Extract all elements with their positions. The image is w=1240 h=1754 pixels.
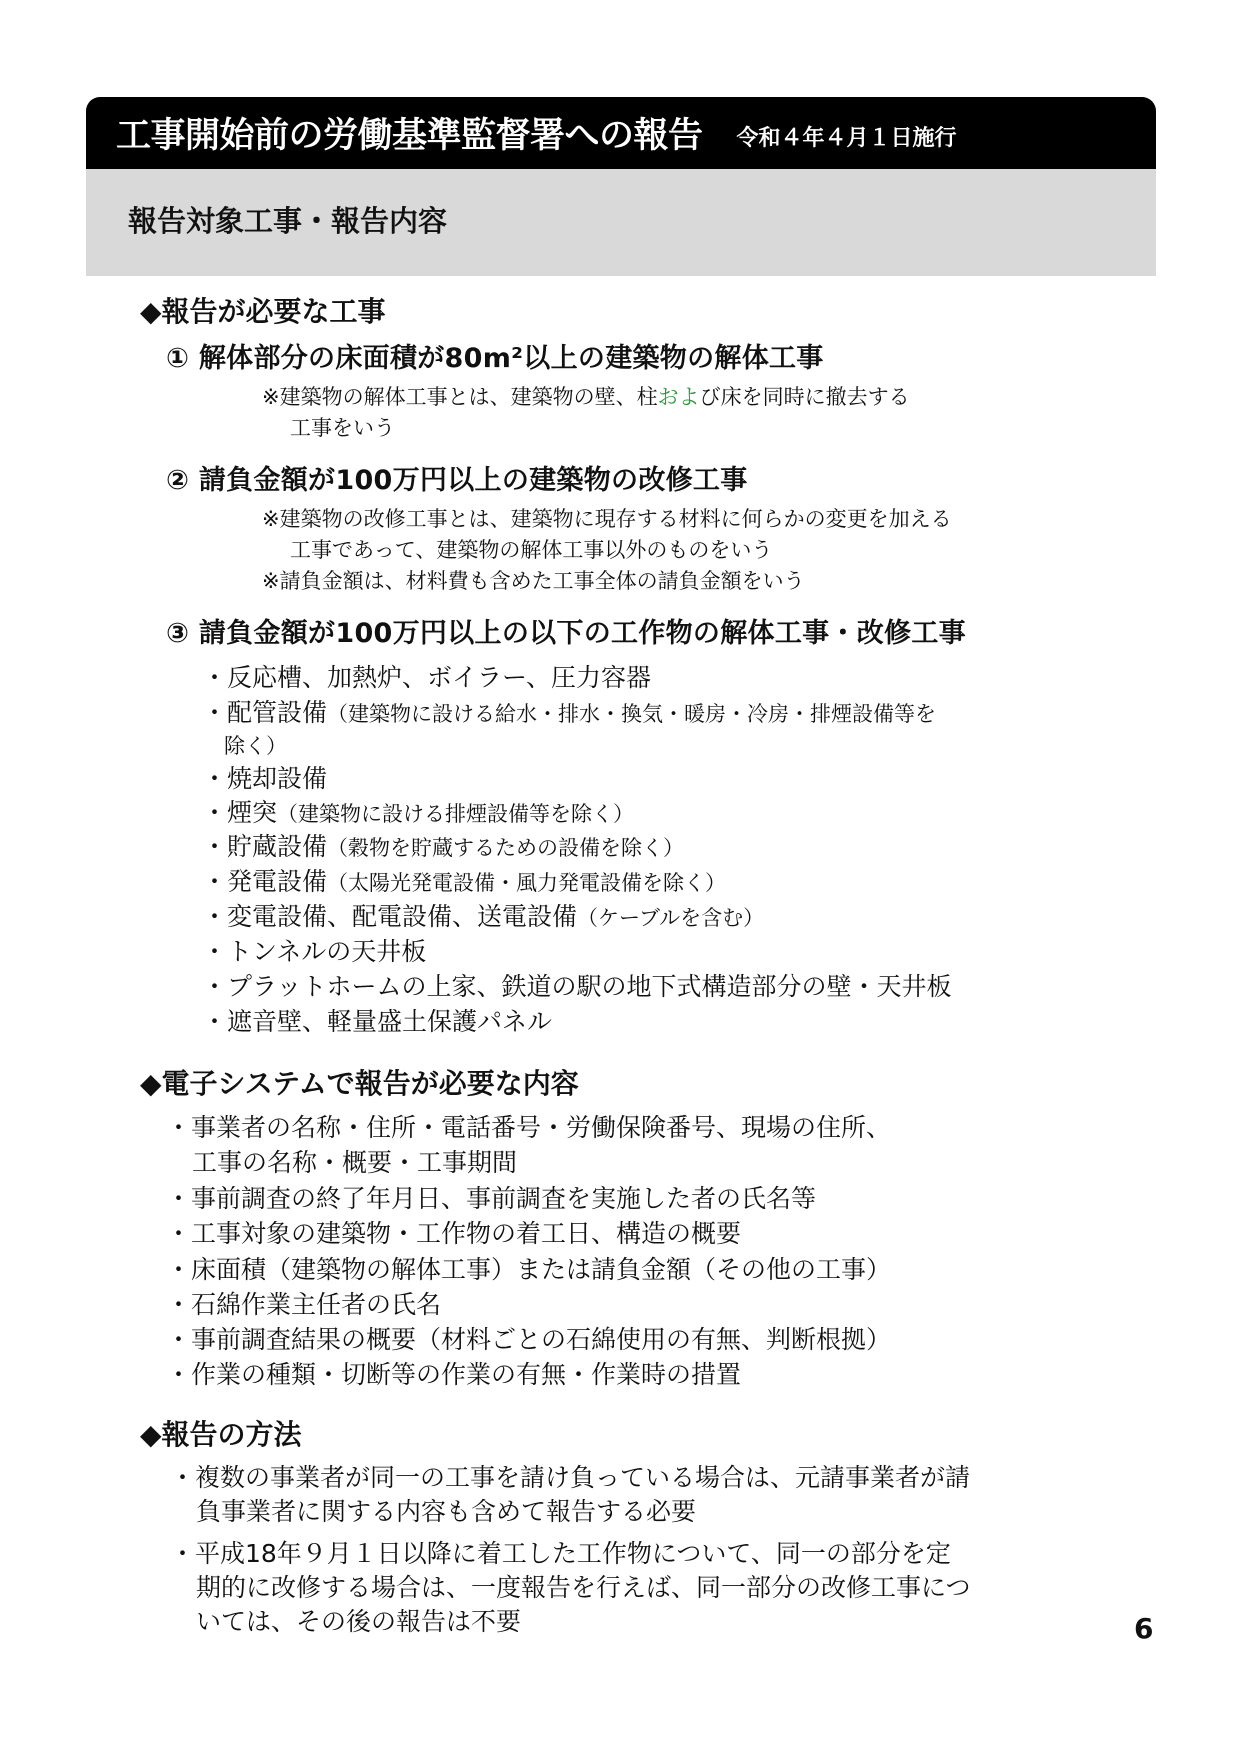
list-item-continuation: 工事の名称・概要・工事期間	[192, 1148, 518, 1177]
item-2-title: ② 請負金額が100万円以上の建築物の改修工事	[166, 465, 748, 496]
item-2-note-line-2: 工事であって、建築物の解体工事以外のものをいう	[290, 538, 773, 562]
item-3-title: ③ 請負金額が100万円以上の以下の工作物の解体工事・改修工事	[166, 618, 966, 649]
list-item-continuation: 負事業者に関する内容も含めて報告する必要	[196, 1497, 697, 1526]
list-item: ・作業の種類・切断等の作業の有無・作業時の措置	[166, 1360, 742, 1389]
list-item: ・平成18年９月１日以降に着工した工作物について、同一の部分を定	[170, 1539, 951, 1568]
subtitle: 報告対象工事・報告内容	[128, 204, 448, 238]
effective-date: 令和４年４月１日施行	[736, 125, 957, 151]
list-item: ・プラットホームの上家、鉄道の駅の地下式構造部分の壁・天井板	[202, 972, 952, 1001]
list-item: ・焼却設備	[202, 764, 328, 793]
list-item-continuation: 除く）	[224, 734, 287, 758]
list-item: ・事前調査の終了年月日、事前調査を実施した者の氏名等	[166, 1184, 817, 1213]
list-item: ・床面積（建築物の解体工事）または請負金額（その他の工事）	[166, 1255, 892, 1284]
item-1-note-line-1: ※建築物の解体工事とは、建築物の壁、柱および床を同時に撤去する	[262, 385, 910, 409]
list-item: ・遮音壁、軽量盛土保護パネル	[202, 1007, 553, 1036]
list-item: ・事業者の名称・住所・電話番号・労働保険番号、現場の住所、	[166, 1113, 892, 1142]
item-1-note-line-2: 工事をいう	[290, 416, 395, 440]
list-item: ・事前調査結果の概要（材料ごとの石綿使用の有無、判断根拠）	[166, 1325, 892, 1354]
item-1-title: ① 解体部分の床面積が80m²以上の建築物の解体工事	[166, 343, 824, 374]
list-item: ・反応槽、加熱炉、ボイラー、圧力容器	[202, 663, 652, 692]
list-item: ・配管設備（建築物に設ける給水・排水・換気・暖房・冷房・排煙設備等を	[202, 698, 937, 727]
section-heading-report-method: ◆報告の方法	[140, 1418, 302, 1451]
list-item: ・石綿作業主任者の氏名	[166, 1290, 442, 1319]
subtitle-bar	[86, 169, 1156, 276]
title-bar	[86, 97, 1156, 169]
list-item: ・工事対象の建築物・工作物の着工日、構造の概要	[166, 1219, 742, 1248]
page-number: 6	[1134, 1612, 1154, 1645]
list-item: ・トンネルの天井板	[202, 937, 427, 966]
list-item: ・発電設備（太陽光発電設備・風力発電設備を除く）	[202, 867, 727, 896]
list-item-continuation: 期的に改修する場合は、一度報告を行えば、同一部分の改修工事につ	[196, 1573, 971, 1602]
item-2-note-line-3: ※請負金額は、材料費も含めた工事全体の請負金額をいう	[262, 569, 805, 593]
list-item-continuation: いては、その後の報告は不要	[196, 1607, 522, 1636]
page-title: 工事開始前の労働基準監督署への報告	[116, 116, 703, 156]
item-2-note-line-1: ※建築物の改修工事とは、建築物に現存する材料に何らかの変更を加える	[262, 507, 952, 531]
list-item: ・変電設備、配電設備、送電設備（ケーブルを含む）	[202, 902, 765, 931]
section-heading-system-report: ◆電子システムで報告が必要な内容	[140, 1067, 579, 1100]
list-item: ・複数の事業者が同一の工事を請け負っている場合は、元請事業者が請	[170, 1463, 971, 1492]
section-heading-required-works: ◆報告が必要な工事	[140, 295, 386, 328]
list-item: ・貯蔵設備（穀物を貯蔵するための設備を除く）	[202, 832, 685, 861]
list-item: ・煙突（建築物に設ける排煙設備等を除く）	[202, 798, 635, 827]
